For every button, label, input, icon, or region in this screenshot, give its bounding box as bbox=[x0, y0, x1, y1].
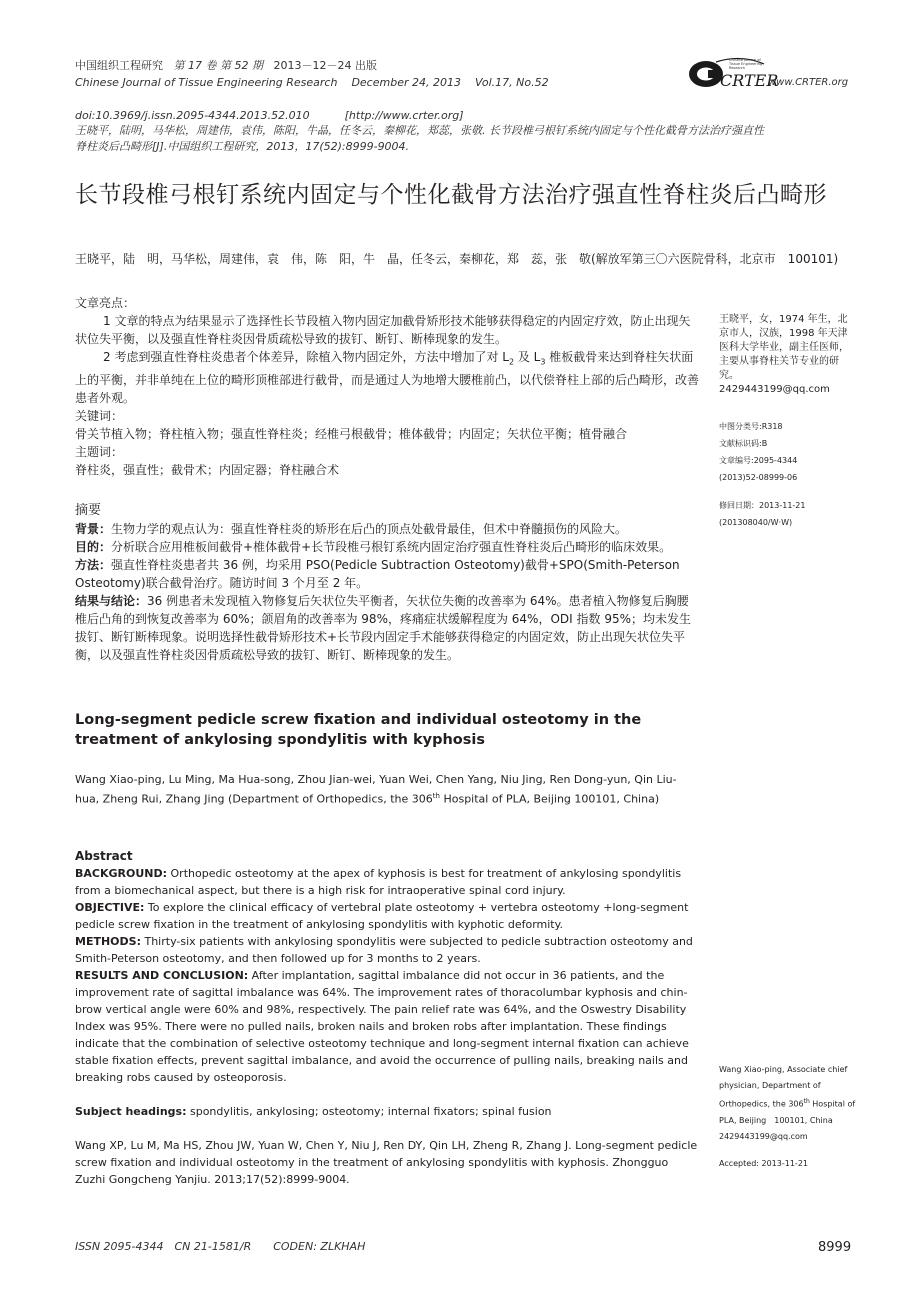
logo-text: CRTER bbox=[720, 71, 779, 90]
abstract-en-methods: METHODS: Thirty-six patients with ankylosing spondylitis were subjected to pedicle subtraction osteotomy and Smith-Peterson osteotomy, and then followed up for 3 months to 2 years. bbox=[75, 935, 693, 965]
authors-cn: 王晓平，陆 明，马华松，周建伟，袁 伟，陈 阳，牛 晶，任冬云，秦柳花，郑 蕊，张 敬(解放军第三〇六医院骨科，北京市 100101) bbox=[75, 252, 839, 266]
highlights-section bbox=[75, 294, 700, 479]
page-number: 8999 bbox=[818, 1240, 852, 1255]
journal-volume-cn: 第 17 卷 第 52 期 bbox=[173, 59, 263, 72]
highlights-heading: 文章亮点： bbox=[75, 296, 136, 310]
author-email-en[interactable]: 2429443199@qq.com bbox=[719, 1131, 808, 1141]
highlight-item-2: 2 考虑到强直性脊柱炎患者个体差异，除植入物内固定外，方法中增加了对 $L_2$ 及 $L_3$ 椎板截骨来达到脊柱矢状面上的平衡，并非单纯在上位的畸形顶椎部进行截骨，而是通过人为地增大腰椎前凸，以代偿脊柱上部的后凸畸形，改善患者外观。 bbox=[75, 350, 700, 406]
url[interactable]: [http://www.crter.org] bbox=[344, 109, 464, 122]
page-title-en: Long-segment pedicle screw fixation and individual osteotomy in the treatment of ankylosing spondylitis with kyphosis bbox=[75, 712, 642, 748]
doi[interactable]: doi:10.3969/j.issn.2095-4344.2013.52.010 bbox=[75, 109, 310, 122]
footer-issn: ISSN 2095-4344 CN 21-1581/R CODEN: ZLKHAH bbox=[75, 1240, 366, 1253]
citation-en: Wang XP, Lu M, Ma HS, Zhou JW, Yuan W, Chen Y, Niu J, Ren DY, Qin LH, Zheng R, Zhang J. Long-segment pedicle screw fixation and individual osteotomy in the treatment of ankylosing spondylitis with kyphosis. Zhongguo Zuzhi Gongcheng Yanjiu. 2013;17(52):8999-9004. bbox=[75, 1139, 698, 1186]
journal-name-cn: 中国组织工程研究 bbox=[75, 59, 163, 72]
sidebar-author-bio-en bbox=[719, 1062, 859, 1145]
abstract-cn-results: 结果与结论：36 例患者未发现植入物修复后矢状位失平衡者，矢状位失衡的改善率为 64%。患者植入物修复后胸腰椎后凸角的到恢复改善率为 60%；颌眉角的改善率为 98%，疼痛症状缓解程度为 64%，ODI 指数 95%；均未发生拔钉、断钉断棒现象。说明选择性截骨矫形技术+长节段内固定手术能够获得稳定的内固定效，防止出现矢状位失平衡，以及强直性脊柱炎因骨质疏松导致的拔钉、断钉、断棒现象的发生。 bbox=[75, 594, 691, 662]
abstract-cn-heading: 摘要 bbox=[75, 503, 102, 518]
abstract-cn-section bbox=[75, 502, 700, 664]
citation-line-1: 王晓平，陆明，马华松，周建伟，袁伟，陈阳，牛晶，任冬云，秦柳花，郑蕊，张敬. 长节段椎弓根钉系统内固定与个性化截骨方法治疗强直性 bbox=[75, 124, 764, 137]
author-bio-en: Wang Xiao-ping, Associate chief physician, Department of Orthopedics, the 306th Hospital of PLA, Beijing 100101, China bbox=[719, 1065, 856, 1125]
journal-volume-en: Vol.17, No.52 bbox=[474, 76, 549, 89]
sidebar-author-bio-cn bbox=[719, 313, 855, 397]
author-bio-cn: 王晓平，女，1974 年生，北京市人，汉族，1998 年天津医科大学毕业，副主任医师，主要从事脊柱关节专业的研究。 bbox=[719, 314, 849, 381]
abstract-cn-background: 背景：生物力学的观点认为：强直性脊柱炎的矫形在后凸的顶点处截骨最佳，但术中脊髓损伤的风险大。 bbox=[75, 522, 628, 536]
abstract-cn-objective: 目的：分析联合应用椎板间截骨+椎体截骨+长节段椎弓根钉系统内固定治疗强直性脊柱炎后凸畸形的临床效果。 bbox=[75, 540, 672, 554]
journal-date-cn: 2013－12－24 出版 bbox=[273, 59, 377, 72]
keywords-text: 骨关节植入物；脊柱植入物；强直性脊柱炎；经椎弓根截骨；椎体截骨；内固定；矢状位平衡；植骨融合 bbox=[75, 427, 628, 442]
abstract-en-results: RESULTS AND CONCLUSION: After implantation, sagittal imbalance did not occur in 36 patients, and the improvement rate of sagittal imbalance was 64%. The improvement rates of thoracolumbar kyphosis and chin-brow vertical angle were 60% and 98%, respectively. The pain relief rate was 64%, and the Oswestry Disability Index was 95%. There were no pulled nails, broken nails and broken robs after implantation. These findings indicate that the combination of selective osteotomy technique and long-segment internal fixation can achieve stable fixation effects, prevent sagittal imbalance, and avoid the occurrence of pulling nails, breaking nails and breaking robs caused by osteoporosis. bbox=[75, 969, 689, 1084]
sidebar-classification bbox=[719, 418, 855, 486]
highlight-item-1: 1 文章的特点为结果显示了选择性长节段植入物内固定加截骨矫形技术能够获得稳定的内固定疗效，防止出现矢状位失平衡，以及强直性脊柱炎因骨质疏松导致的拔钉、断钉、断棒现象的发生。 bbox=[75, 314, 691, 346]
citation-line-2: 脊柱炎后凸畸形[J].中国组织工程研究，2013，17(52):8999-9004. bbox=[75, 140, 410, 153]
journal-header-cn bbox=[75, 58, 377, 74]
subject-heading: 主题词： bbox=[75, 445, 124, 460]
abstract-cn-methods: 方法：强直性脊柱炎患者共 36 例，均采用 PSO(Pedicle Subtraction Osteotomy)截骨+SPO(Smith-Peterson Osteotomy)联合截骨治疗。随访时间 3 个月至 2 年。 bbox=[75, 558, 680, 590]
article-number-2: (2013)52-08999-06 bbox=[719, 473, 798, 482]
sidebar-revised bbox=[719, 497, 855, 531]
document-code: 文献标识码:B bbox=[719, 439, 768, 448]
logo-small-text: Chinese Journal of Tissue Engineering Research bbox=[729, 58, 763, 70]
abstract-en-objective: OBJECTIVE: To explore the clinical efficacy of vertebral plate osteotomy + vertebra osteotomy +long-segment pedicle screw fixation in the treatment of ankylosing spondylitis with kyphotic deformity. bbox=[75, 901, 689, 931]
subject-headings-en: Subject headings: spondylitis, ankylosing; osteotomy; internal fixators; spinal fusion bbox=[75, 1105, 552, 1118]
doi-line bbox=[75, 108, 464, 123]
page-title-cn: 长节段椎弓根钉系统内固定与个性化截骨方法治疗强直性脊柱炎后凸畸形 bbox=[75, 182, 827, 208]
article-number: 文章编号:2095-4344 bbox=[719, 456, 798, 465]
abstract-en-section bbox=[75, 848, 699, 1086]
journal-name-en: Chinese Journal of Tissue Engineering Research bbox=[75, 76, 338, 89]
abstract-en-heading: Abstract bbox=[75, 849, 133, 863]
abstract-en-background: BACKGROUND: Orthopedic osteotomy at the apex of kyphosis is best for treatment of ankylosing spondylitis from a biomechanical aspect, but there is a high risk for intraoperative spinal cord injury. bbox=[75, 867, 682, 897]
revised-id: (201308040/W·W) bbox=[719, 518, 793, 527]
website-link[interactable]: www.CRTER.org bbox=[768, 77, 849, 88]
class-number: 中图分类号:R318 bbox=[719, 422, 783, 431]
accepted-date: Accepted: 2013-11-21 bbox=[719, 1159, 808, 1168]
subject-text: 脊柱炎，强直性；截骨术；内固定器；脊柱融合术 bbox=[75, 463, 340, 478]
journal-date-en: December 24, 2013 bbox=[351, 76, 461, 89]
keywords-heading: 关键词： bbox=[75, 409, 124, 424]
author-email-cn[interactable]: 2429443199@qq.com bbox=[719, 384, 830, 395]
revised-date: 修回日期：2013-11-21 bbox=[719, 501, 806, 510]
journal-header-en bbox=[75, 75, 549, 91]
authors-en: Wang Xiao-ping, Lu Ming, Ma Hua-song, Zhou Jian-wei, Yuan Wei, Chen Yang, Niu Jing, Ren Dong-yun, Qin Liu-hua, Zheng Rui, Zhang Jing (Department of Orthopedics, the 306th Hospital of PLA, Beijing 100101, China) bbox=[75, 773, 677, 806]
